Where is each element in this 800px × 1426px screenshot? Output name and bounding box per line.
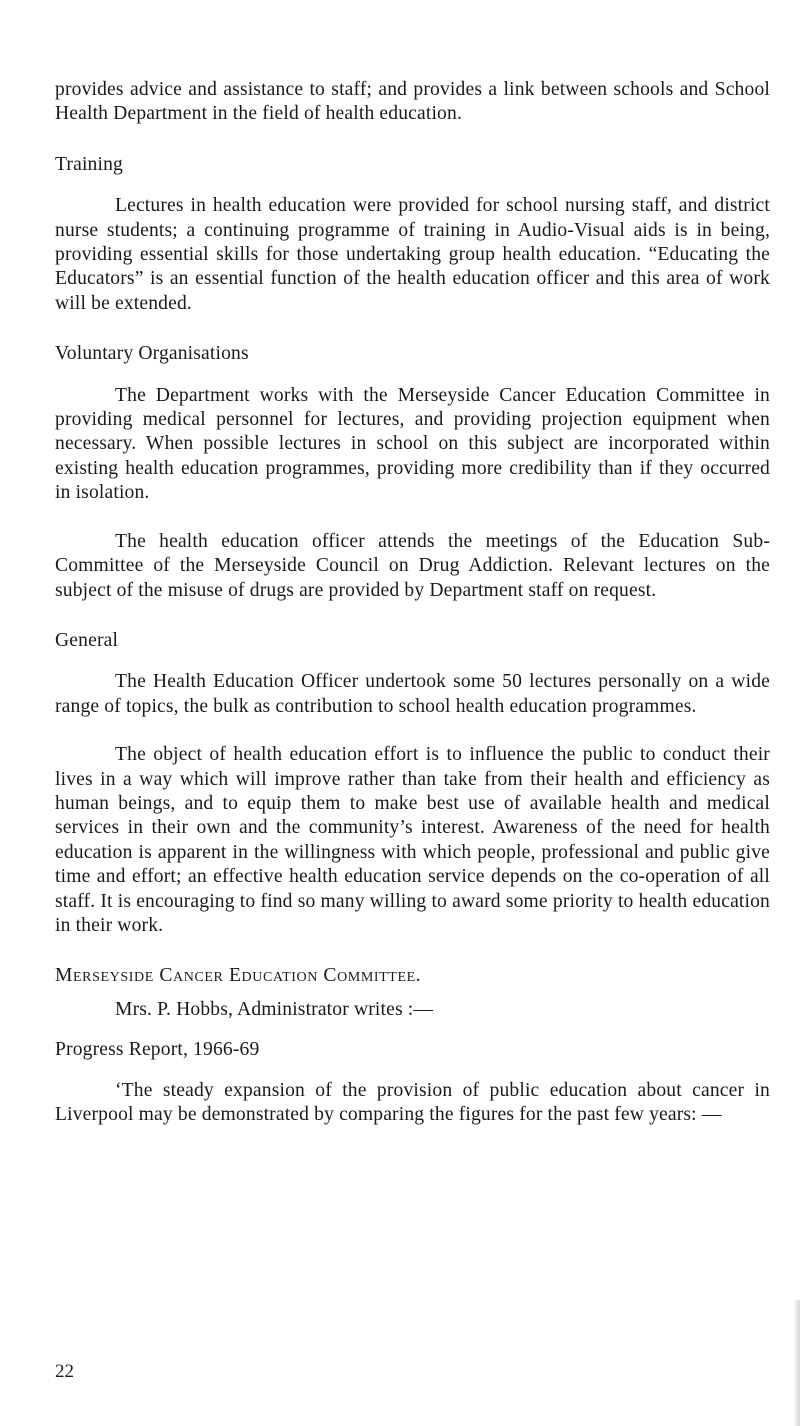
voluntary-paragraph-1: The Department works with the Merseyside Cancer Education Committee in providing medical personnel for lectures, and providing projection equipment when necessary. When possible lectures in school on this subject are incorporated within existing health education programmes, providing more credibility than if they occurred in isolation. bbox=[55, 384, 770, 504]
page-edge-shadow bbox=[793, 1300, 800, 1426]
general-paragraph-2: The object of health education effort is to influence the public to conduct their lives in a way which will improve rather than take from their health and efficiency as human beings, and to equip them to make best use of available health and medical services in their own and the community’s interest. Awareness of the need for health education is apparent in the willingness with which people, professional and public give time and effort; an effective health education service depends on the co-operation of all staff. It is encouraging to find so many willing to award some priority to health education in their work. bbox=[55, 744, 770, 936]
administrator-line: Mrs. P. Hobbs, Administrator writes :— bbox=[115, 998, 434, 1020]
section-heading-general: General bbox=[55, 629, 119, 651]
committee-title: Merseyside Cancer Education Committee. bbox=[55, 965, 422, 987]
report-title: Progress Report, 1966-69 bbox=[55, 1039, 260, 1061]
general-paragraph-1: The Health Education Officer undertook some 50 lectures personally on a wide range of topics, the bulk as contribution to school health education programmes. bbox=[55, 671, 770, 717]
voluntary-paragraph-2: The health education officer attends the meetings of the Education Sub-Committee of the Merseyside Council on Drug Addiction. Relevant lectures on the subject of the misuse of drugs are provided by Department staff on request. bbox=[55, 530, 770, 601]
quote-paragraph: ‘The steady expansion of the provision of public education about cancer in Liverpool may be demonstrated by comparing the figures for the past few years: — bbox=[55, 1079, 770, 1125]
page-number: 22 bbox=[55, 1361, 74, 1382]
section-heading-training: Training bbox=[55, 153, 123, 175]
body-text bbox=[55, 78, 770, 1127]
training-paragraph: Lectures in health education were provided for school nursing staff, and district nurse students; a continuing programme of training in Audio-Visual aids is in being, providing essential skills for those undertaking group health education. “Educating the Educators” is an essential function of the health education officer and this area of work will be extended. bbox=[55, 195, 770, 314]
section-heading-voluntary-organisations: Voluntary Organisations bbox=[55, 343, 249, 365]
intro-paragraph: provides advice and assistance to staff; and provides a link between schools and School Health Department in the field of health education. bbox=[55, 79, 770, 125]
